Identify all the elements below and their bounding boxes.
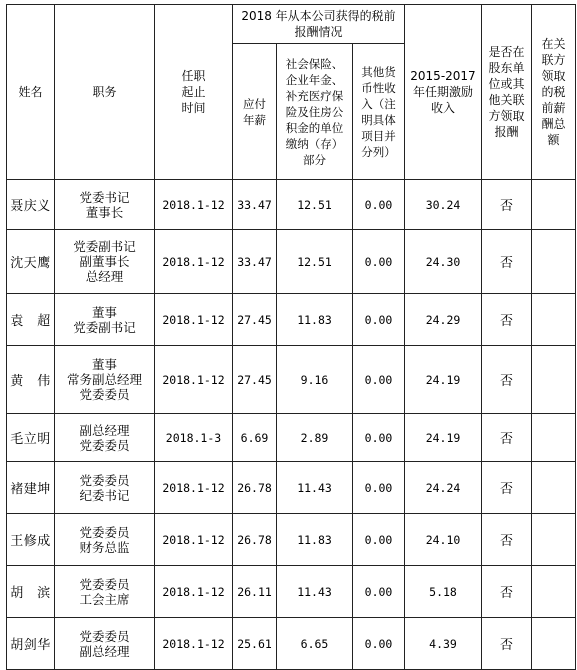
related-total-cell: [532, 414, 576, 462]
position-line: 董事: [91, 357, 117, 372]
person-name: 袁 超: [7, 294, 55, 346]
incentive-cell: 24.19: [405, 414, 482, 462]
related-total-cell: [532, 180, 576, 230]
term-cell: 2018.1-12: [155, 294, 233, 346]
related-pay-cell: 否: [482, 294, 532, 346]
related-pay-cell: 否: [482, 230, 532, 294]
term-cell: 2018.1-12: [155, 566, 233, 618]
related-total-cell: [532, 514, 576, 566]
position-cell: [55, 180, 155, 230]
term-cell: 2018.1-12: [155, 230, 233, 294]
social-insurance-cell: 11.43: [277, 566, 353, 618]
position-cell: [55, 346, 155, 414]
incentive-cell: 24.30: [405, 230, 482, 294]
header-term: 任职 起止 时间: [155, 5, 233, 180]
related-pay-cell: 否: [482, 180, 532, 230]
social-insurance-cell: 9.16: [277, 346, 353, 414]
related-pay-cell: 否: [482, 346, 532, 414]
social-insurance-cell: 12.51: [277, 230, 353, 294]
person-name: 褚建坤: [7, 462, 55, 514]
salary-cell: 26.78: [233, 514, 277, 566]
other-income-cell: 0.00: [353, 346, 405, 414]
table-row: [7, 180, 576, 230]
position-line: 党委委员: [79, 524, 130, 540]
table-header: [7, 5, 576, 180]
header-related-total: 在关 联方 领取 的税 前薪 酬总 额: [532, 5, 576, 180]
table-row: [7, 514, 576, 566]
salary-cell: 25.61: [233, 618, 277, 670]
table-row: [7, 566, 576, 618]
term-cell: 2018.1-12: [155, 462, 233, 514]
term-cell: 2018.1-12: [155, 618, 233, 670]
table-row: [7, 414, 576, 462]
other-income-cell: 0.00: [353, 414, 405, 462]
position-line: 董事长: [85, 204, 124, 220]
salary-cell: 33.47: [233, 230, 277, 294]
other-income-cell: 0.00: [353, 462, 405, 514]
salary-cell: 6.69: [233, 414, 277, 462]
header-social-insurance: 社会保险、 企业年金、 补充医疗保 险及住房公 积金的单位 缴纳（存） 部分: [277, 44, 353, 180]
person-name: 聂庆义: [7, 180, 55, 230]
related-total-cell: [532, 346, 576, 414]
related-total-cell: [532, 230, 576, 294]
related-pay-cell: 否: [482, 618, 532, 670]
compensation-table: [6, 4, 576, 670]
incentive-cell: 24.19: [405, 346, 482, 414]
salary-cell: 27.45: [233, 346, 277, 414]
social-insurance-cell: 11.43: [277, 462, 353, 514]
social-insurance-cell: 11.83: [277, 294, 353, 346]
header-incentive: 2015-2017 年任期激励 收入: [405, 5, 482, 180]
social-insurance-cell: 11.83: [277, 514, 353, 566]
incentive-cell: 24.10: [405, 514, 482, 566]
salary-cell: 33.47: [233, 180, 277, 230]
position-line: 总经理: [85, 269, 124, 284]
position-line: 党委委员: [79, 472, 130, 488]
position-line: 党委委员: [79, 576, 130, 592]
incentive-cell: 30.24: [405, 180, 482, 230]
salary-cell: 26.78: [233, 462, 277, 514]
header-related-pay: 是否在 股东单 位或其 他关联 方领取 报酬: [482, 5, 532, 180]
position-line: 董事: [91, 304, 117, 320]
social-insurance-cell: 2.89: [277, 414, 353, 462]
position-line: 副总经理: [79, 422, 130, 438]
position-line: 党委委员: [79, 387, 130, 402]
salary-cell: 27.45: [233, 294, 277, 346]
table-row: [7, 294, 576, 346]
other-income-cell: 0.00: [353, 566, 405, 618]
position-line: 副总经理: [79, 643, 130, 659]
position-line: 党委书记: [79, 189, 130, 205]
position-line: 纪委书记: [79, 487, 130, 503]
incentive-cell: 4.39: [405, 618, 482, 670]
position-cell: [55, 566, 155, 618]
person-name: 沈天鹰: [7, 230, 55, 294]
related-pay-cell: 否: [482, 462, 532, 514]
position-cell: [55, 414, 155, 462]
position-cell: [55, 462, 155, 514]
header-salary: 应付 年薪: [233, 44, 277, 180]
person-name: 胡 滨: [7, 566, 55, 618]
header-name: 姓名: [7, 5, 55, 180]
person-name: 王修成: [7, 514, 55, 566]
social-insurance-cell: 12.51: [277, 180, 353, 230]
position-line: 常务副总经理: [66, 372, 142, 387]
person-name: 黄 伟: [7, 346, 55, 414]
person-name: 毛立明: [7, 414, 55, 462]
position-line: 财务总监: [79, 539, 130, 555]
other-income-cell: 0.00: [353, 294, 405, 346]
incentive-cell: 5.18: [405, 566, 482, 618]
position-cell: [55, 618, 155, 670]
social-insurance-cell: 6.65: [277, 618, 353, 670]
term-cell: 2018.1-3: [155, 414, 233, 462]
position-line: 工会主席: [79, 591, 130, 607]
position-line: 党委副书记: [73, 239, 136, 254]
incentive-cell: 24.24: [405, 462, 482, 514]
term-cell: 2018.1-12: [155, 346, 233, 414]
position-line: 党委委员: [79, 628, 130, 644]
incentive-cell: 24.29: [405, 294, 482, 346]
related-pay-cell: 否: [482, 514, 532, 566]
term-cell: 2018.1-12: [155, 514, 233, 566]
other-income-cell: 0.00: [353, 514, 405, 566]
header-pay-group: 2018 年从本公司获得的税前 报酬情况: [233, 5, 405, 44]
related-total-cell: [532, 294, 576, 346]
related-pay-cell: 否: [482, 566, 532, 618]
salary-cell: 26.11: [233, 566, 277, 618]
other-income-cell: 0.00: [353, 618, 405, 670]
related-total-cell: [532, 462, 576, 514]
other-income-cell: 0.00: [353, 180, 405, 230]
position-cell: [55, 230, 155, 294]
header-position: 职务: [55, 5, 155, 180]
position-line: 党委副书记: [73, 319, 136, 335]
position-line: 党委委员: [79, 437, 130, 453]
header-other-income: 其他货 币性收 入（注 明具体 项目并 分列）: [353, 44, 405, 180]
position-cell: [55, 514, 155, 566]
term-cell: 2018.1-12: [155, 180, 233, 230]
table-row: [7, 346, 576, 414]
person-name: 胡剑华: [7, 618, 55, 670]
related-total-cell: [532, 566, 576, 618]
table-row: [7, 618, 576, 670]
other-income-cell: 0.00: [353, 230, 405, 294]
table-body: [7, 180, 576, 670]
position-line: 副董事长: [79, 254, 130, 269]
table-row: [7, 462, 576, 514]
table-row: [7, 230, 576, 294]
position-cell: [55, 294, 155, 346]
related-total-cell: [532, 618, 576, 670]
related-pay-cell: 否: [482, 414, 532, 462]
